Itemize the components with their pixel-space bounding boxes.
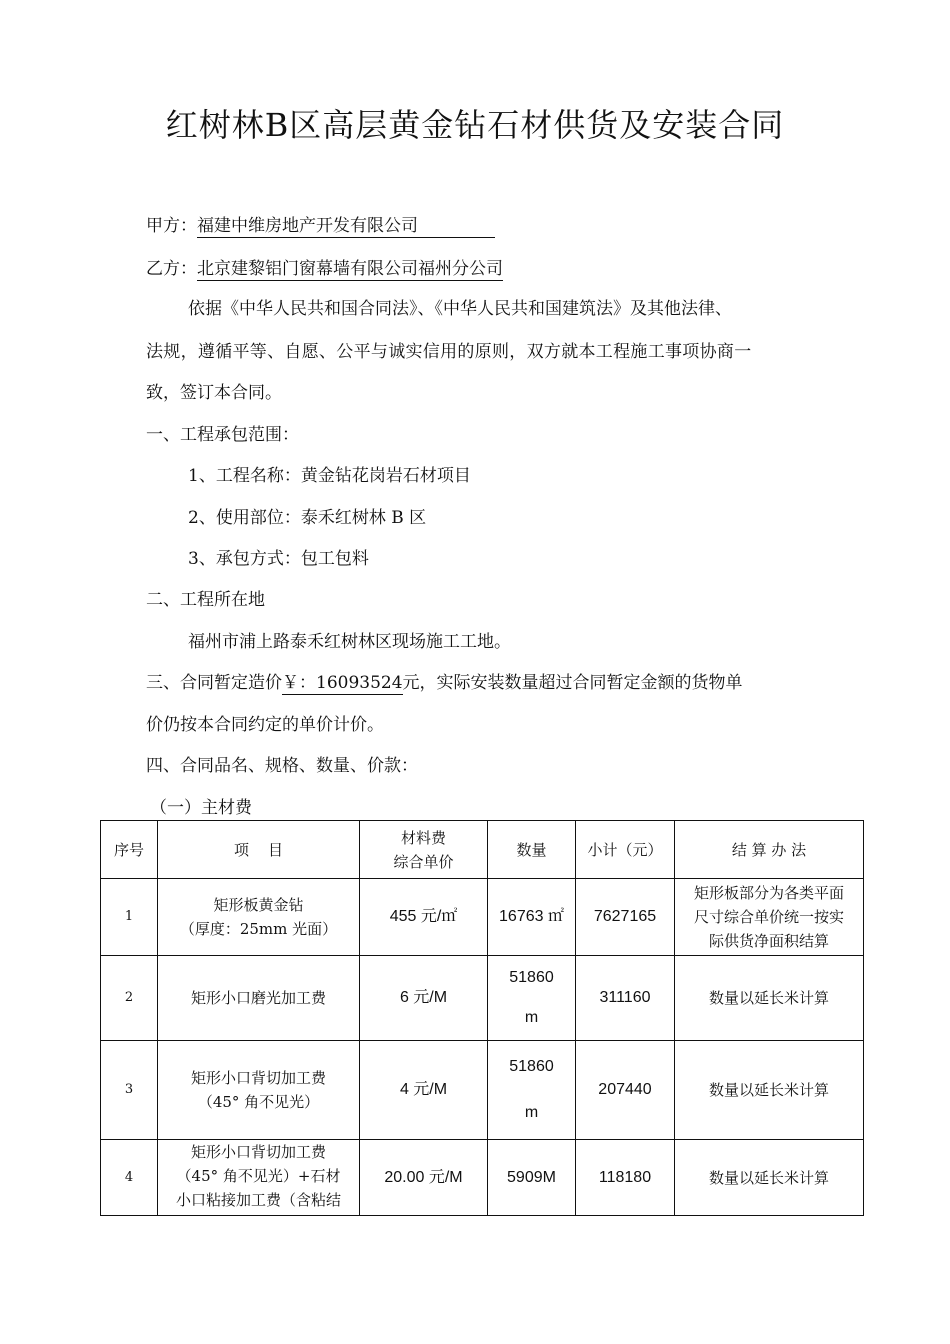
- header-price-line-2: 综合单价: [393, 852, 454, 871]
- section-3-prefix: 三、合同暂定造价: [146, 673, 282, 693]
- header-method: 结 算 办 法: [675, 821, 864, 879]
- row-price: 20.00 元/M: [360, 1140, 488, 1216]
- subsection-main-material: （一）主材费: [150, 798, 252, 818]
- section-3-line-1: [146, 668, 743, 695]
- row-subtotal: 311160: [576, 956, 675, 1041]
- header-qty: 数量: [488, 821, 576, 879]
- party-b-line: [146, 254, 503, 281]
- row-method: 数量以延长米计算: [675, 1140, 864, 1216]
- party-a-line: [146, 211, 495, 238]
- row-item-line: （45° 角不见光）+石材: [176, 1167, 341, 1185]
- party-b-name: 北京建黎铝门窗幕墙有限公司福州分公司: [197, 254, 503, 281]
- document-title: 红树林B区高层黄金钻石材供货及安装合同: [165, 106, 785, 144]
- row-item-line: （45° 角不见光）: [197, 1093, 320, 1111]
- row-method-line: 尺寸综合单价统一按实: [693, 908, 844, 926]
- section-3-suffix: 元，实际安装数量超过合同暂定金额的货物单: [402, 673, 743, 693]
- header-subtotal: 小计（元）: [576, 821, 675, 879]
- table-row: [101, 956, 864, 1041]
- row-qty-line: 51860: [509, 969, 554, 986]
- section-1-item-2: 2、使用部位：泰禾红树林 B 区: [188, 508, 427, 528]
- row-qty: [488, 956, 576, 1041]
- row-qty-line: m: [524, 1009, 539, 1026]
- section-1-item-3: 3、承包方式：包工包料: [188, 549, 369, 569]
- section-2-heading: 二、工程所在地: [146, 590, 265, 610]
- row-qty-line: 51860: [509, 1058, 554, 1075]
- row-item-line: 矩形板黄金钻: [213, 896, 304, 914]
- section-2-text: 福州市浦上路泰禾红树林区现场施工工地。: [188, 632, 511, 652]
- row-price: 6 元/M: [360, 956, 488, 1041]
- contract-amount: ￥：16093524: [282, 668, 403, 695]
- row-item-line: 小口粘接加工费（含粘结: [175, 1191, 341, 1209]
- row-qty-line: m: [524, 1104, 539, 1121]
- row-seq: 3: [101, 1041, 158, 1140]
- row-method: 数量以延长米计算: [675, 956, 864, 1041]
- row-subtotal: 207440: [576, 1041, 675, 1140]
- row-item-line: 矩形小口背切加工费: [190, 1069, 326, 1087]
- table-header-row: [101, 821, 864, 879]
- row-item-line: （厚度：25mm 光面）: [179, 920, 338, 938]
- row-subtotal: 7627165: [576, 879, 675, 956]
- intro-line-2: 法规，遵循平等、自愿、公平与诚实信用的原则，双方就本工程施工事项协商一: [146, 342, 752, 362]
- row-seq: 1: [101, 879, 158, 956]
- party-a-label: 甲方：: [146, 216, 197, 236]
- intro-line-3: 致，签订本合同。: [146, 383, 282, 403]
- section-1-heading: 一、工程承包范围：: [146, 425, 299, 445]
- intro-line-1: 依据《中华人民共和国合同法》、《中华人民共和国建筑法》及其他法律、: [188, 299, 732, 319]
- row-method: 数量以延长米计算: [675, 1041, 864, 1140]
- section-3-line-2: 价仍按本合同约定的单价计价。: [146, 715, 384, 735]
- row-seq: 4: [101, 1140, 158, 1216]
- row-qty: 16763 ㎡: [488, 879, 576, 956]
- row-method-line: 矩形板部分为各类平面: [693, 884, 844, 902]
- table-row: [101, 1041, 864, 1140]
- row-item: [158, 1140, 360, 1216]
- party-a-name: [197, 211, 495, 238]
- header-price-line-1: 材料费: [400, 828, 446, 847]
- main-material-table: [100, 820, 864, 1216]
- party-a-text: 福建中维房地产开发有限公司: [197, 216, 418, 236]
- row-method-line: 际供货净面积结算: [708, 932, 829, 950]
- row-item: [158, 1041, 360, 1140]
- row-item: 矩形小口磨光加工费: [158, 956, 360, 1041]
- table-row: [101, 879, 864, 956]
- row-price: 455 元/㎡: [360, 879, 488, 956]
- header-price: [360, 821, 488, 879]
- row-price: 4 元/M: [360, 1041, 488, 1140]
- table-row: [101, 1140, 864, 1216]
- row-qty: [488, 1041, 576, 1140]
- section-4-heading: 四、合同品名、规格、数量、价款：: [146, 756, 418, 776]
- header-seq: 序号: [101, 821, 158, 879]
- row-seq: 2: [101, 956, 158, 1041]
- row-qty: 5909M: [488, 1140, 576, 1216]
- header-item: 项 目: [158, 821, 360, 879]
- row-subtotal: 118180: [576, 1140, 675, 1216]
- party-b-label: 乙方：: [146, 259, 197, 279]
- row-item: [158, 879, 360, 956]
- section-1-item-1: 1、工程名称：黄金钻花岗岩石材项目: [188, 466, 471, 486]
- row-item-line: 矩形小口背切加工费: [190, 1143, 326, 1161]
- row-method: [675, 879, 864, 956]
